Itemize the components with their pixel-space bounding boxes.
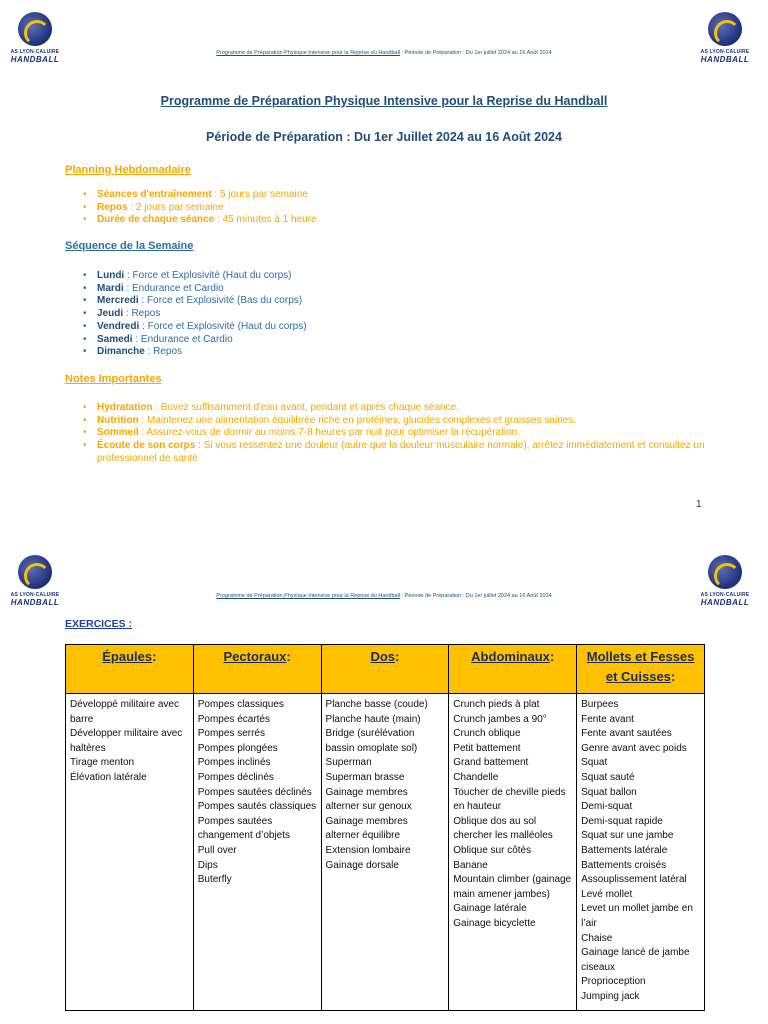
sequence-list	[80, 270, 307, 359]
logo-line1: AS LYON-CALUIRE	[10, 49, 60, 55]
exercise-item: Mountain climber (gainage main amener jambes)	[453, 874, 572, 900]
running-header-period: : Période de Préparation : Du 1er juillet 2024 au 16 Août 2024	[400, 593, 552, 599]
exercise-item: Battements croisés	[581, 859, 667, 871]
column-header-mollets: Mollets et Fesses et Cuisses:	[577, 645, 705, 694]
exercise-item: Gainage lancé de jambe ciseaux	[581, 947, 690, 973]
exercise-item: Pompes écartés	[197, 713, 270, 725]
exercise-item: Fente avant	[581, 713, 634, 725]
exercise-item: Superman brasse	[325, 771, 405, 783]
exercise-item: Pompes serrés	[197, 728, 265, 740]
exercise-item: Développer militaire avec haltères	[70, 728, 183, 754]
exercise-item: Gainage dorsale	[325, 859, 399, 871]
list-item: • Écoute de son corps : Si vous ressentez une douleur (autre que la douleur musculaire normale), arrêtez immédiatement et consultez un professionnel de santé	[80, 440, 710, 465]
list-item: • Jeudi : Repos	[80, 308, 307, 321]
list-item: • Mardi : Endurance et Cardio	[80, 283, 307, 296]
handball-logo-icon	[708, 555, 742, 589]
handball-logo-icon	[18, 12, 52, 46]
logo-line1: AS LYON-CALUIRE	[10, 592, 60, 598]
exercise-item: Bridge (surélévation bassin omoplate sol)	[325, 728, 418, 754]
exercise-item: Demi-squat rapide	[581, 815, 663, 827]
exercise-item: Pull over	[197, 844, 237, 856]
list-item: • Hydratation : Buvez suffisamment d'eau avant, pendant et après chaque séance.	[80, 402, 710, 415]
club-logo-right	[694, 12, 756, 64]
list-item: • Repos : 2 jours par semaine	[80, 202, 317, 215]
exercise-item: Pompes déclinés	[197, 771, 274, 783]
exercise-item: Squat sur une jambe	[581, 830, 674, 842]
column-header-abdominaux: Abdominaux:	[449, 645, 577, 694]
exercise-item: Chaise	[581, 932, 613, 944]
logo-line2: HANDBALL	[10, 598, 60, 607]
exercise-item: Petit battement	[453, 742, 521, 754]
exercise-item: Jumping jack	[581, 990, 640, 1002]
column-cell	[321, 694, 449, 1011]
club-logo	[4, 555, 66, 607]
exercise-item: Squat sauté	[581, 771, 635, 783]
column-cell	[449, 694, 577, 1011]
running-header-period: : Période de Préparation : Du 1er juillet 2024 au 16 Août 2024	[400, 50, 552, 56]
exercise-item: Dips	[197, 859, 218, 871]
list-item: • Sommeil : Assurez-vous de dormir au moins 7-8 heures par nuit pour optimiser la récupération.	[80, 427, 710, 440]
logo-line1: AS LYON-CALUIRE	[700, 49, 750, 55]
exercise-item: Pompes sautées déclinés	[197, 786, 312, 798]
logo-line2: HANDBALL	[700, 55, 750, 64]
exercise-item: Crunch jambes a 90°	[453, 713, 547, 725]
running-header	[80, 50, 688, 56]
exercise-item: Proprioception	[581, 976, 646, 988]
column-header-epaules: Épaules:	[66, 645, 194, 694]
exercise-item: Pompes classiques	[197, 699, 284, 710]
column-header-dos: Dos:	[321, 645, 449, 694]
logo-line2: HANDBALL	[700, 598, 750, 607]
exercise-item: Gainage latérale	[453, 903, 527, 915]
sequence-heading: Séquence de la Semaine	[65, 240, 194, 252]
exercise-item: Battements latérale	[581, 844, 668, 856]
column-cell	[577, 694, 705, 1011]
list-item: • Mercredi : Force et Explosivité (Bas du corps)	[80, 295, 307, 308]
exercise-item: Élévation latérale	[70, 771, 147, 783]
notes-list	[80, 402, 710, 466]
exercise-item: Banane	[453, 859, 488, 871]
exercise-item: Pompes sautés classiques	[197, 801, 317, 813]
exercise-item: Extension lombaire	[325, 844, 411, 856]
exercise-item: Levé mollet	[581, 888, 633, 900]
exercise-item: Crunch oblique	[453, 728, 521, 740]
exercise-item: Gainage membres alterner équilibre	[325, 815, 408, 842]
notes-heading: Notes Importantes	[65, 373, 162, 385]
exercises-table	[65, 644, 705, 1011]
list-item: • Séances d'entraînement : 5 jours par semaine	[80, 189, 317, 202]
exercise-item: Oblique dos au sol chercher les malléoles	[453, 815, 553, 842]
running-header-title: Programme de Préparation Physique Intensive pour la Reprise du Handball	[216, 593, 401, 599]
exercise-item: Tirage menton	[70, 757, 135, 769]
document-subtitle: Période de Préparation : Du 1er Juillet 2024 au 16 Août 2024	[206, 130, 562, 144]
exercise-item: Genre avant avec poids	[581, 742, 687, 754]
exercise-item: Burpees	[581, 699, 619, 710]
exercise-item: Grand battement	[453, 757, 529, 769]
exercise-item: Levet un mollet jambe en l’air	[581, 903, 693, 929]
list-item: • Nutrition : Maintenez une alimentation équilibrée riche en protéines, glucides complexes et graisses saines.	[80, 415, 710, 428]
running-header-title: Programme de Préparation Physique Intensive pour la Reprise du Handball	[216, 50, 401, 56]
logo-line2: HANDBALL	[10, 55, 60, 64]
column-header-pectoraux: Pectoraux:	[193, 645, 321, 694]
club-logo	[4, 12, 66, 64]
exercise-item: Crunch pieds à plat	[453, 699, 540, 710]
club-logo-right	[694, 555, 756, 607]
column-cell	[193, 694, 321, 1011]
exercise-item: Gainage bicyclette	[453, 917, 536, 929]
exercise-item: Gainage membres alterner sur genoux	[325, 786, 412, 813]
list-item: • Durée de chaque séance : 45 minutes à 1 heure	[80, 214, 317, 227]
exercise-item: Chandelle	[453, 771, 499, 783]
exercise-item: Oblique sur côtés	[453, 844, 532, 856]
document-title: Programme de Préparation Physique Intensive pour la Reprise du Handball	[160, 94, 608, 108]
exercise-item: Pompes plongées	[197, 742, 278, 754]
exercises-heading: EXERCICES :	[65, 618, 133, 630]
exercise-item: Pompes inclinés	[197, 757, 271, 769]
logo-line1: AS LYON-CALUIRE	[700, 592, 750, 598]
list-item: • Vendredi : Force et Explosivité (Haut du corps)	[80, 321, 307, 334]
exercise-item: Demi-squat	[581, 801, 633, 813]
exercise-item: Assouplissement latéral	[581, 874, 687, 886]
exercise-item: Buterfly	[197, 874, 232, 886]
exercise-item: Squat ballon	[581, 786, 637, 798]
planning-list	[80, 189, 317, 227]
exercise-item: Planche basse (coude)	[325, 699, 428, 710]
list-item: • Samedi : Endurance et Cardio	[80, 334, 307, 347]
exercise-item: Développé militaire avec barre	[70, 699, 179, 725]
exercise-item: Planche haute (main)	[325, 713, 421, 725]
handball-logo-icon	[708, 12, 742, 46]
list-item: • Lundi : Force et Explosivité (Haut du corps)	[80, 270, 307, 283]
list-item: • Dimanche : Repos	[80, 346, 307, 359]
running-header	[80, 593, 688, 599]
exercise-item: Toucher de cheville pieds en hauteur	[453, 786, 566, 813]
exercise-item: Squat	[581, 757, 608, 769]
exercise-item: Pompes sautées changement d’objets	[197, 815, 291, 842]
exercise-item: Fente avant sautées	[581, 728, 672, 740]
page-number: 1	[696, 499, 702, 510]
planning-heading: Planning Hebdomadaire	[65, 164, 191, 176]
handball-logo-icon	[18, 555, 52, 589]
column-cell	[66, 694, 194, 1011]
exercise-item: Superman	[325, 757, 372, 769]
